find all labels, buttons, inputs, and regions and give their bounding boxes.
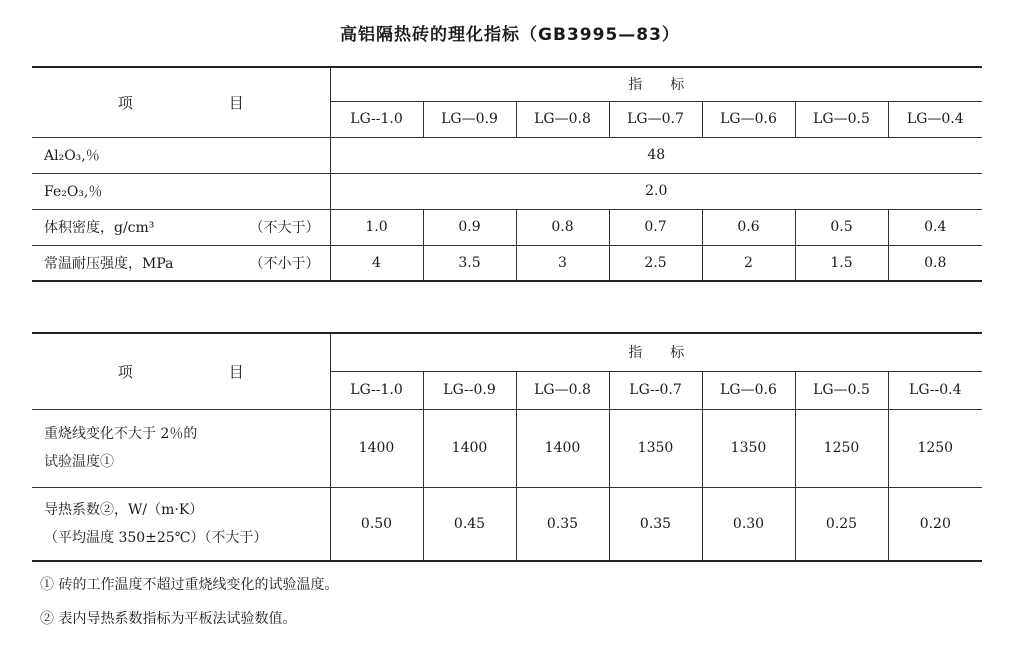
value-cell: 0.50 — [330, 487, 423, 561]
row-label-bulk-density — [32, 209, 330, 245]
row-label-fe2o3: Fe₂O₃,％ — [32, 173, 330, 209]
merged-value-cell: 48 — [330, 137, 982, 173]
table-row — [32, 173, 982, 209]
value-cell: 0.8 — [888, 245, 982, 281]
table-row — [32, 137, 982, 173]
grade-header: LG—0.5 — [795, 101, 888, 137]
row-label-compressive-strength — [32, 245, 330, 281]
row-label-line-2: 试验温度① — [44, 454, 114, 470]
value-cell: 1400 — [516, 409, 609, 487]
table-row — [32, 487, 982, 561]
row-qualifier: （不大于） — [249, 220, 320, 236]
value-cell: 1350 — [702, 409, 795, 487]
row-qualifier: （不小于） — [249, 255, 320, 272]
value-cell: 2 — [702, 245, 795, 281]
row-label-thermal-conductivity — [32, 487, 330, 561]
item-header-label-1: 项 — [117, 362, 133, 381]
merged-value-cell: 2.0 — [330, 173, 982, 209]
value-cell: 1250 — [795, 409, 888, 487]
value-cell: 3 — [516, 245, 609, 281]
physicochemical-table-2 — [32, 332, 982, 562]
value-cell: 1.0 — [330, 209, 423, 245]
grade-header: LG—0.5 — [795, 371, 888, 409]
physicochemical-table-1 — [32, 66, 982, 282]
row-label-line-1: 重烧线变化不大于 2％的 — [44, 426, 198, 442]
table-row — [32, 409, 982, 487]
grade-header: LG—0.7 — [609, 101, 702, 137]
value-cell: 0.35 — [516, 487, 609, 561]
value-cell: 0.6 — [702, 209, 795, 245]
value-cell: 0.25 — [795, 487, 888, 561]
value-cell: 4 — [330, 245, 423, 281]
row-label-al2o3: Al₂O₃,％ — [32, 137, 330, 173]
table-title: 高铝隔热砖的理化指标（GB3995—83） — [340, 25, 680, 45]
grade-header: LG--0.9 — [423, 371, 516, 409]
grade-header: LG—0.8 — [516, 101, 609, 137]
row-label-line-1: 导热系数②，W/（m·K） — [44, 501, 204, 518]
item-header-label-1: 项 — [117, 93, 133, 112]
grade-header: LG—0.6 — [702, 101, 795, 137]
value-cell: 1400 — [423, 409, 516, 487]
grade-header: LG—0.8 — [516, 371, 609, 409]
item-header-label-2: 目 — [228, 93, 244, 112]
grade-header: LG—0.6 — [702, 371, 795, 409]
grade-header: LG--0.4 — [888, 371, 982, 409]
table-row — [32, 245, 982, 281]
value-cell: 0.20 — [888, 487, 982, 561]
value-cell: 2.5 — [609, 245, 702, 281]
value-cell: 1350 — [609, 409, 702, 487]
value-cell: 1.5 — [795, 245, 888, 281]
value-cell: 0.5 — [795, 209, 888, 245]
row-label-text: 体积密度，g/cm³ — [44, 220, 155, 236]
value-cell: 0.7 — [609, 209, 702, 245]
value-cell: 0.45 — [423, 487, 516, 561]
value-cell: 0.35 — [609, 487, 702, 561]
grade-header: LG—0.4 — [888, 101, 982, 137]
grade-header: LG--1.0 — [330, 371, 423, 409]
value-cell: 0.30 — [702, 487, 795, 561]
grade-header: LG--1.0 — [330, 101, 423, 137]
item-header — [32, 333, 330, 409]
row-label-line-2: （平均温度 350±25℃）（不大于） — [44, 529, 268, 546]
grade-header: LG—0.9 — [423, 101, 516, 137]
value-cell: 0.9 — [423, 209, 516, 245]
item-header-label-2: 目 — [228, 362, 244, 381]
index-group-header: 指 标 — [330, 333, 982, 371]
value-cell: 1250 — [888, 409, 982, 487]
value-cell: 1400 — [330, 409, 423, 487]
table-row — [32, 209, 982, 245]
grade-header: LG--0.7 — [609, 371, 702, 409]
value-cell: 0.8 — [516, 209, 609, 245]
value-cell: 3.5 — [423, 245, 516, 281]
item-header — [32, 67, 330, 137]
index-group-header: 指 标 — [330, 67, 982, 101]
row-label-reheat-change — [32, 409, 330, 487]
value-cell: 0.4 — [888, 209, 982, 245]
footnote-1: ① 砖的工作温度不超过重烧线变化的试验温度。 — [40, 577, 339, 593]
footnote-2: ② 表内导热系数指标为平板法试验数值。 — [40, 611, 297, 627]
row-label-text: 常温耐压强度，MPa — [44, 255, 174, 272]
